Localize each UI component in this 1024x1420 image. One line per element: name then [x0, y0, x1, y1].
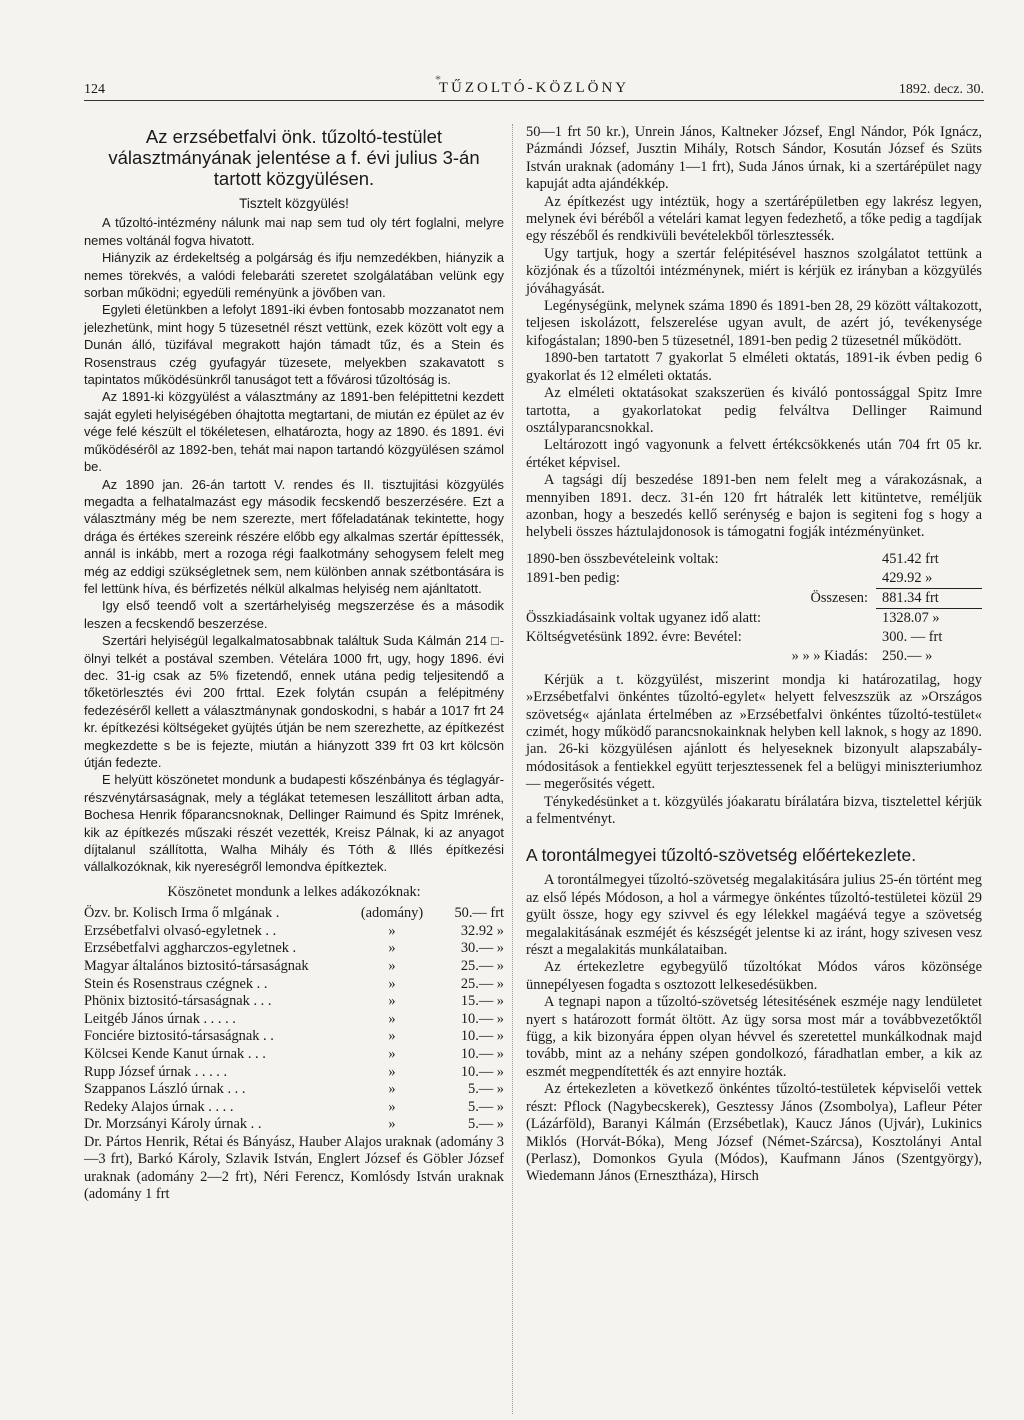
paragraph: Legénységünk, melynek száma 1890 és 1891-ben 28, 29 között váltakozott, teljesen iskolázott, felszerelése ugyan avult, de azért jó, tevékenysége kifogástalan; 1890-ben 5 tüzesetnél, 1891-ben pedig 2 tüzesetnél működött. — [526, 298, 982, 349]
paragraph: Az értekezleten a következő önkéntes tűzoltó-testületek képviselői vettek részt: Pflock (Nagybecskerek), Gesztessy János (Zsombolya), Lafleur Péter (Lázárföld), Baranyi Kálmán (Erzsébetlak), Kaucz János (Ujvár), Lukinics Miklós (Horvát-Bóka), Meng József (Német-Szárcsa), Kosztolányi Antal (Perlasz), Domonkos Gyula (Módos), Kaufmann János (Szentgyörgy), Wiedemann János (Ernesztháza), Hirsch — [526, 1081, 982, 1185]
paragraph: A tagsági díj beszedése 1891-ben nem felelt meg a várakozásnak, a mennyiben 1891. decz. 31-én 120 frt hátralék lett kitüntetve, reméljük azonban, hogy a beszedés kellő serénység e bajon is segiteni fog s hogy a helybeli összes háztulajdonosok is támogatni fogják intézményünket. — [526, 472, 982, 541]
donation-row: Kölcsei Kende Kanut úrnak . . . » 10.— » — [84, 1046, 504, 1062]
donation-row: Magyar általános biztositó-társaságnak » 25.— » — [84, 958, 504, 975]
donation-row: Erzsébetfalvi olvasó-egyletnek . . » 32.92 » — [84, 922, 504, 939]
donation-row: Özv. br. Kolisch Irma ő mlgának . (adomány) 50.— frt — [84, 905, 504, 922]
donation-row: Szappanos László úrnak . . . » 5.— » — [84, 1081, 504, 1098]
finance-row: » » » Kiadás: 250.— » — [791, 647, 933, 664]
left-column — [84, 120, 504, 1204]
donation-row: Leitgéb János úrnak . . . . . » 10.— » — [84, 1010, 504, 1027]
paragraph: A tűzoltó-intézmény nálunk mai nap sem tud oly tért foglalni, melyre nemes voltánál fogva hivatott. — [84, 215, 504, 248]
paragraph: Az építkezést ugy intéztük, hogy a szertárépületben egy lakrész legyen, melynek évi béréből a vételári kamat legyen fedezhető, a tőke pedig a tagdíjak egy részéből és rendkivüli bevételekből törlesztessék. — [526, 193, 982, 245]
salutation: Tisztelt közgyülés! — [239, 196, 349, 211]
paragraph: E helyütt köszönetet mondunk a budapesti kőszénbánya és téglagyár-részvénytársaságnak, mely a téglákat tetemesen leszállitott árban adta, Bochesa Henrik főparancsnoknak, Dellinger Raimund és Spitz Imrének, kik az építkezés műszaki részét vezették, Kreisz Pálnak, ki az anyagot díjtalanul szállította, Walha Mihály és Tóth & Illés építkezési vállalkozóknak, kik nyereségről lemondva építkeztek. — [84, 772, 504, 875]
donation-row: Redeky Alajos úrnak . . . . » 5.— » — [84, 1098, 504, 1115]
article-title-2: A torontálmegyei tűzoltó-szövetség előértekezlete. — [526, 845, 917, 866]
donation-row: Phönix biztositó-társaságnak . . . » 15.— » — [84, 993, 504, 1010]
paragraph: Szertári helyiségül legalkalmatosabbnak találtuk Suda Kálmán 214 □-ölnyi telkét a postával szemben. Vételára 1000 frt, ugy, hogy 1896. évi dec. 31-ig csak az 5% fizetendő, ennek utána pedig teljesitendő a tőketörlesztés évi 200 frttal. Ezek folytán csupán a felépitmény fedezéséről kellett a választmánynak gondoskodni, s habár a 1017 frt 24 kr. építkezési költségeket gyüjtés útján be nem szerezhette, az építkezést megkezdette s be is fejezte, miután a hiányzott 339 frt 03 krt kölcsön útján fedezte. — [84, 633, 504, 770]
article-title: Az erzsébetfalvi önk. tűzoltó-testület választmányának jelentése a f. évi julius 3-án tartott közgyülésen. — [108, 126, 480, 189]
paragraph: Az 1891-ki közgyülést a választmány az 1891-ben felépittetni kezdett saját egyleti helyiségében óhajtotta megtartani, de miután ez épület az év vége felé készült el tökéletesen, elhatározta, hogy az 1890. és 1891. évi működésérôl az 1892-ben, tehát mai napon tartandó közgyülésen számol be. — [84, 389, 504, 475]
journal-title: TŰZOLTÓ-KÖZLÖNY — [438, 80, 630, 96]
printer-mark: * — [435, 72, 441, 86]
paragraph: Az 1890 jan. 26-án tartott V. rendes és II. tisztujitási közgyülés megadta a felhatalmazást egy második fecskendő beszerzésére. Ezt a választmány még be nem szerezte, mert főfeladatának tekintette, hogy drága és értékes szereink részére előbb egy alkalmas szertár építtessék, annál is inkább, mert a rozoga régi faalkotmány sehogysem felelt meg még az eddigi szükségletnek sem, nem különben annak szétbontására is fel lettünk híva, és bérfizetés nélkül alkalmas helyiség nem ajánltatott. — [84, 476, 504, 596]
donation-row: Erzsébetfalvi aggharczos-egyletnek . » 30.— » — [84, 940, 504, 957]
donation-row: Stein és Rosenstraus czégnek . . » 25.— » — [84, 975, 504, 992]
paragraph: 50—1 frt 50 kr.), Unrein János, Kaltneker József, Engl Nándor, Pók Ignácz, Pázmándi József, Jusztin Mihály, Rotsch Sándor, Kosután József és Szüts István uraknak (adomány 1—1 frt), Suda János úrnak, ki a szertárépület nagy kapuját adta ajándékkép. — [526, 124, 982, 193]
paragraph: Ugy tartjuk, hogy a szertár felépitésével hasznos szolgálatot tettünk a közjónak és a tűzoltói intézménynek, miért is kérjük ez irányban a közgyülés jóváhagyását. — [526, 245, 982, 297]
finance-total-row: Összesen: 881.34 frt — [526, 589, 982, 609]
article-body — [84, 214, 504, 875]
finance-table — [526, 550, 982, 666]
column-divider — [512, 124, 513, 1414]
donations-list — [84, 905, 504, 1134]
page-number: 124 — [84, 82, 105, 97]
donors-heading: Köszönetet mondunk a lelkes adákozóknak: — [167, 883, 421, 900]
donation-row: Dr. Morzsányi Károly úrnak . . » 5.— » — [84, 1116, 504, 1133]
paragraph: Egyleti életünkben a lefolyt 1891-iki évben fontosabb mozzanatot nem jelezhetünk, mint hogy 5 tüzesetnél részt vettünk, ezek között volt egy a Dunán álló, tüzifával megrakott hajón támadt tűz, és a Stein és Rosenstraus czég gyufagyár tüzesete, melyekben szakavatott s tapintatos működésünkről tanuságot tett a fővárosi tűzoltóság is. — [84, 302, 504, 388]
finance-row: 1891-ben pedig: 429.92 » — [526, 569, 982, 589]
finance-row: Költségvetésünk 1892. évre: Bevétel: 300. — frt — [526, 628, 943, 645]
finance-row: Összkiadásaink voltak ugyanez idő alatt: 1328.07 » — [526, 609, 940, 626]
donations-tail: Dr. Pártos Henrik, Rétai és Bányász, Hauber Alajos uraknak (adomány 3—3 frt), Barkó Károly, Szlavik István, Englert József és Göbler József uraknak (adomány 2—2 frt), Néri Ferencz, Komlósdy István uraknak (adomány 1 frt — [84, 1133, 504, 1203]
paragraph: A torontálmegyei tűzoltó-szövetség megalakitására julius 25-én történt meg az első lépés Módoson, a hol a vármegye önkéntes tűzoltó-testületei közül 29 gyült össze, hogy egy szivvel és egy lélekkel magáévá tegye a szövetség megalakitásának eszméjét és készségét jelentse ki az iránt, hogy szivesen vesz részt a megalakitás munkálataiban. — [526, 872, 982, 959]
donation-row: Rupp József úrnak . . . . . » 10.— » — [84, 1063, 504, 1080]
finance-row: 1890-ben összbevételeink voltak: 451.42 frt — [526, 550, 939, 567]
paragraph: Hiányzik az érdekeltség a polgárság és ifju nemzedékben, hiányzik a nemes törekvés, a valódi felebaráti szeretet szolgálatában velünk egy sorban működni; egyedüli reményünk a jövőben van. — [84, 250, 504, 301]
paragraph: Ténykedésünket a t. közgyülés jóakaratu bírálatára bizva, tisztelettel kérjük a felmentvényt. — [526, 793, 982, 827]
paragraph: Kérjük a t. közgyülést, miszerint mondja ki határozatilag, hogy »Erzsébetfalvi önkéntes tűzoltó-egylet« helyett felveszszük az »Országos szövetség« ajánlata értelmében az »Erzsébetfalvi önkéntes tűzoltó-testület« czimét, hogy működő parancsnokainknak helyben kell laknok, s hogy az 1890. jan. 26-ki közgyülésen ajánlott és helyeseknek bizonyult alapszabály-módositások a fentiekkel együtt terjesztessenek fel a belügyi miniszteriumhoz — megerősités végett. — [526, 671, 982, 793]
donation-row: Fonciére biztositó-társaságnak . . » 10.— » — [84, 1028, 504, 1045]
paragraph: Az elméleti oktatásokat szakszerüen és kiváló pontossággal Spitz Imre tartotta, a gyakorlatokat pedig felváltva Dellinger Raimund osztályparancsnokkal. — [526, 385, 982, 436]
right-column — [526, 124, 982, 1186]
issue-date: 1892. decz. 30. — [898, 82, 984, 97]
paragraph: A tegnapi napon a tűzoltó-szövetség létesitésének eszméje nagy lendületet nyert s határozott formát öltött. Az ügy sorsa most már a továbbvezetőktől függ, a kik bizonyára éppen olyan hévvel és szeretettel munkálkodnak majd tovább, mint az a nehány szépen gondolkozó, fáradhatlan ember, a kik az eszmét megpendítették és azt ennyire hozták. — [526, 994, 982, 1080]
paragraph: Az értekezletre egybegyülő tűzoltókat Módos város közönsége ünnepélyesen fogadta s osztozott lelkesedésükben. — [526, 959, 982, 993]
paragraph: 1890-ben tartatott 7 gyakorlat 5 elméleti oktatás, 1891-ik évben pedig 6 gyakorlat és 12 elméleti oktatás. — [526, 350, 982, 384]
running-header — [84, 80, 984, 101]
paragraph: Igy első teendő volt a szertárhelyiség megszerzése és a második leszen a fecskendő beszerzése. — [84, 598, 504, 631]
paragraph: Leltározott ingó vagyonunk a felvett értékcsökkenés után 704 frt 05 kr. értéket képvisel. — [526, 437, 982, 471]
